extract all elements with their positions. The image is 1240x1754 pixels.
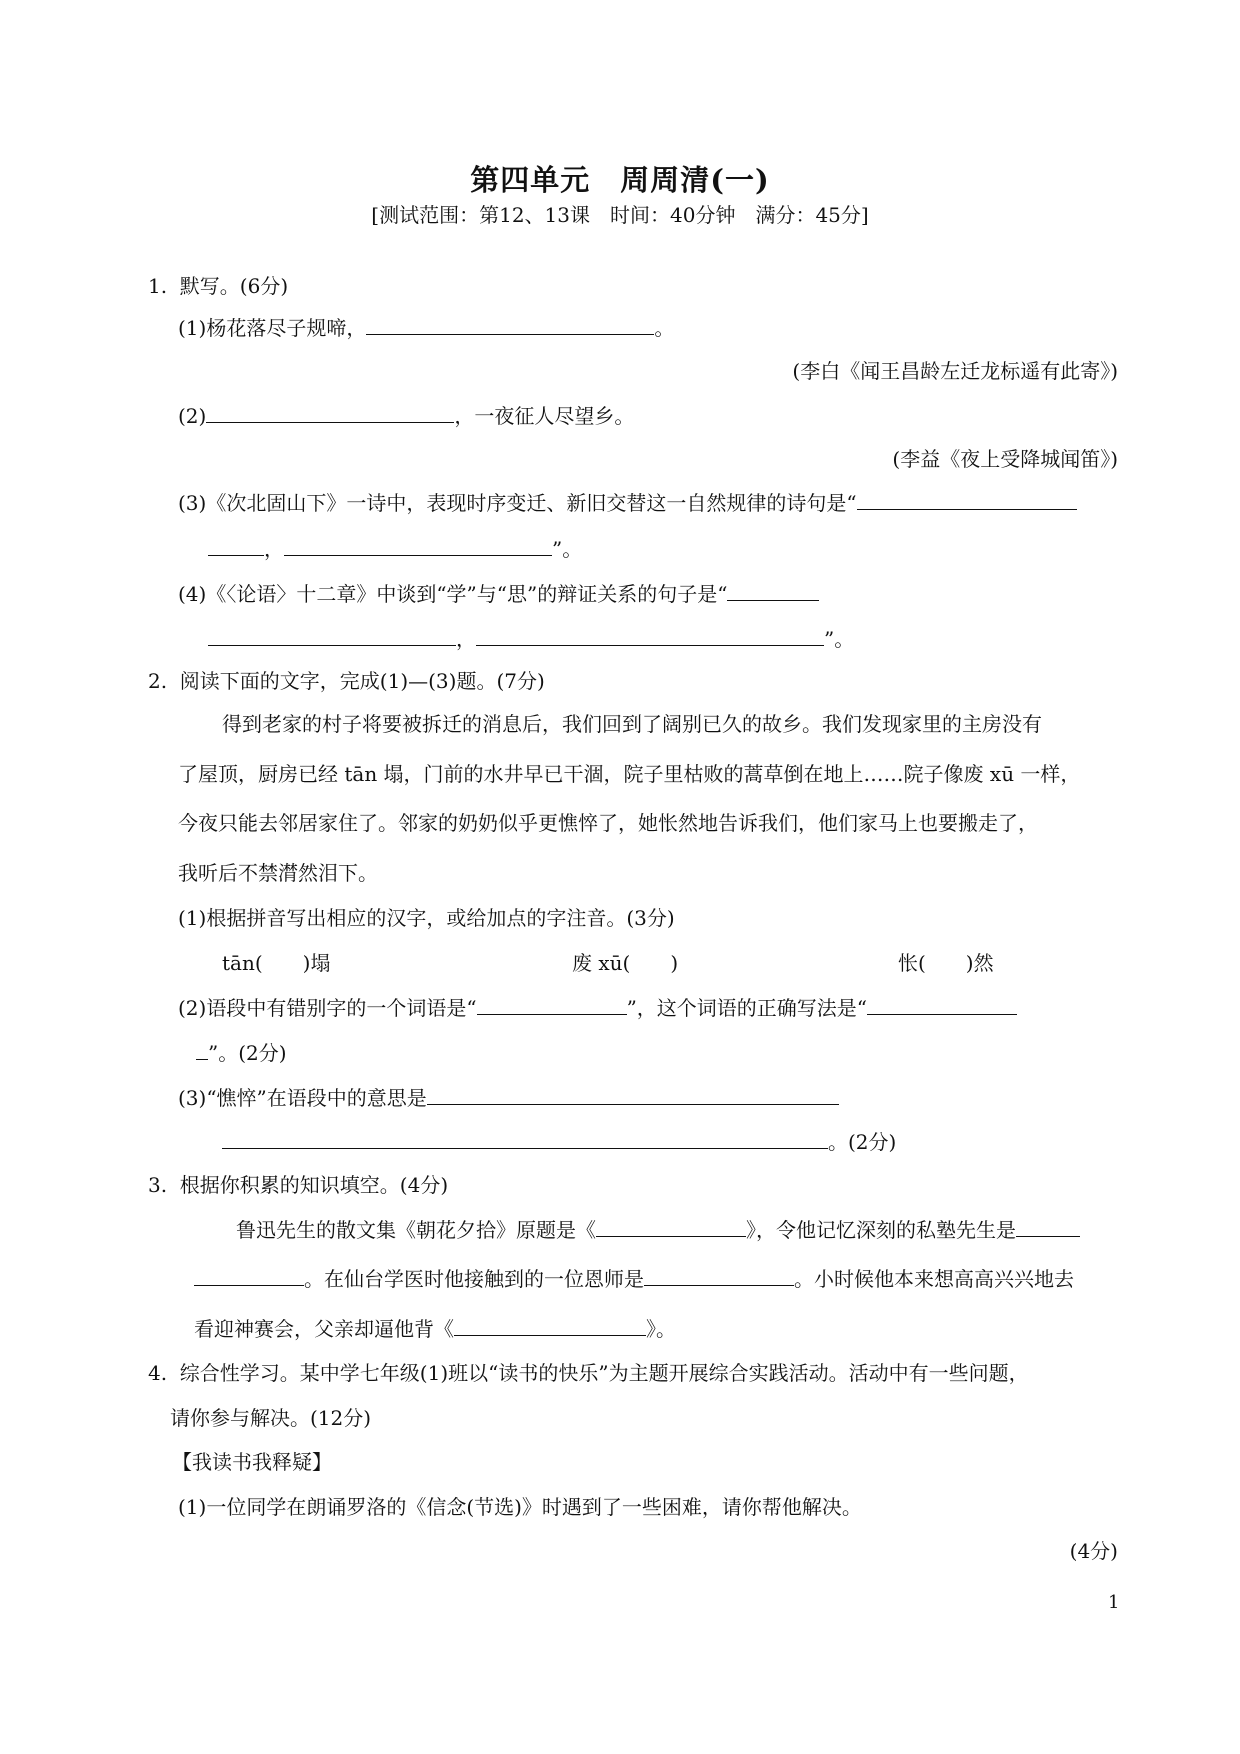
q2-s3-blank-a[interactable] <box>427 1086 839 1105</box>
q1-p3-blank-1a[interactable] <box>857 491 1077 510</box>
q1-p4-blank-2[interactable] <box>476 627 824 646</box>
q1-p1-text: (1)杨花落尽子规啼， <box>178 316 367 340</box>
q1-p3-end: ”。 <box>552 537 583 561</box>
q2-passage-line: 我听后不禁潸然泪下。 <box>178 861 378 885</box>
q3-line2 <box>194 1266 1074 1292</box>
q1-p2-end: ，一夜征人尽望乡。 <box>454 404 635 428</box>
q1-p1-end: 。 <box>654 316 675 340</box>
q1-p4-blank-1a[interactable] <box>727 582 819 601</box>
q1-p3-blank-1b[interactable] <box>208 537 264 556</box>
q2-passage-line: 了屋顶，厨房已经 tān 塌，门前的水井早已干涸，院子里枯败的蒿草倒在地上……院子像废 xū 一样， <box>178 762 1081 786</box>
q2-s1-prompt: (1)根据拼音写出相应的汉字，或给加点的字注音。(3分) <box>178 906 675 930</box>
q1-p1-blank[interactable] <box>366 316 654 335</box>
q2-stem: 2. 阅读下面的文字，完成(1)—(3)题。(7分) <box>148 669 545 693</box>
q2-s2-blank-2a[interactable] <box>867 996 1017 1015</box>
page-title: 第四单元 周周清(一) <box>470 163 770 197</box>
q1-p4-text: (4)《〈论语〉十二章》中谈到“学”与“思”的辩证关系的句子是“ <box>178 582 728 606</box>
q3-blank-teacher-b[interactable] <box>194 1267 304 1286</box>
q2-s1-item-xu: 废 xū( ) <box>572 951 679 975</box>
q4-stem-line1: 4. 综合性学习。某中学七年级(1)班以“读书的快乐”为主题开展综合实践活动。活动中有一些问题， <box>148 1361 1029 1385</box>
q2-s2-text: (2)语段中有错别字的一个词语是“ <box>178 996 477 1020</box>
q2-s2-end: ”。(2分) <box>208 1041 287 1065</box>
q1-p1-source: (李白《闻王昌龄左迁龙标遥有此寄》) <box>792 359 1118 383</box>
q1-stem: 1. 默写。(6分) <box>148 274 289 298</box>
q3-line2-text: 。在仙台学医时他接触到的一位恩师是 <box>304 1267 644 1291</box>
q1-p3-line1 <box>178 490 1077 516</box>
q3-line1-mid: 》，令他记忆深刻的私塾先生是 <box>746 1218 1016 1242</box>
q2-s2-mid: ”，这个词语的正确写法是“ <box>626 996 868 1020</box>
page-number: 1 <box>1108 1592 1120 1613</box>
q3-line3-text: 看迎神赛会，父亲却逼他背《 <box>194 1317 454 1341</box>
q1-p4-comma: ， <box>456 627 476 651</box>
q2-s1-item-chang: 怅( )然 <box>898 951 994 975</box>
q1-p3-text: (3)《次北固山下》一诗中，表现时序变迁、新旧交替这一自然规律的诗句是“ <box>178 491 857 515</box>
page-subtitle: [测试范围：第12、13课 时间：40分钟 满分：45分] <box>371 203 869 227</box>
q3-line1-text: 鲁迅先生的散文集《朝花夕拾》原题是《 <box>236 1218 596 1242</box>
q1-p4-line2 <box>208 626 854 652</box>
q2-s3-line2 <box>222 1129 896 1155</box>
q2-s3-line1 <box>178 1085 839 1111</box>
q3-blank-mentor[interactable] <box>644 1267 794 1286</box>
q2-s2-line2 <box>196 1040 287 1066</box>
q4-s1-score: (4分) <box>1069 1539 1118 1563</box>
q2-passage-line: 今夜只能去邻居家住了。邻家的奶奶似乎更憔悴了，她怅然地告诉我们，他们家马上也要搬走了， <box>178 811 1038 835</box>
q1-p3-line2 <box>208 536 582 562</box>
q3-line1 <box>236 1217 1080 1243</box>
q1-p4-line1 <box>178 581 819 607</box>
q1-p3-comma: ， <box>264 537 284 561</box>
q4-stem-line2: 请你参与解决。(12分) <box>170 1406 372 1430</box>
q2-s1-item-tan: tān( )塌 <box>222 951 331 975</box>
q3-blank-book[interactable] <box>454 1317 646 1336</box>
q4-section-heading: 【我读书我释疑】 <box>172 1450 332 1474</box>
q1-p2-blank[interactable] <box>206 404 454 423</box>
q1-p4-end: ”。 <box>824 627 855 651</box>
q3-blank-teacher-a[interactable] <box>1016 1218 1080 1237</box>
q4-s1-prompt: (1)一位同学在朗诵罗洛的《信念(节选)》时遇到了一些困难，请你帮他解决。 <box>178 1495 862 1519</box>
q3-line3 <box>194 1316 676 1342</box>
q2-s3-blank-b[interactable] <box>222 1130 828 1149</box>
q3-line2-end: 。小时候他本来想高高兴兴地去 <box>794 1267 1074 1291</box>
q1-p3-blank-2[interactable] <box>284 537 552 556</box>
q3-line3-end: 》。 <box>646 1317 676 1341</box>
q2-s2-line1 <box>178 995 1017 1021</box>
q1-p1 <box>178 315 674 341</box>
q2-s2-blank-1[interactable] <box>477 996 627 1015</box>
q1-p4-blank-1b[interactable] <box>208 627 456 646</box>
q3-stem: 3. 根据你积累的知识填空。(4分) <box>148 1173 449 1197</box>
q2-s2-blank-2b[interactable] <box>196 1041 208 1060</box>
q2-passage-line: 得到老家的村子将要被拆迁的消息后，我们回到了阔别已久的故乡。我们发现家里的主房没有 <box>222 712 1042 736</box>
q3-blank-original-title[interactable] <box>596 1218 746 1237</box>
q1-p2 <box>178 403 634 429</box>
q2-s3-end: 。(2分) <box>828 1130 897 1154</box>
q1-p2-text: (2) <box>178 404 207 428</box>
q1-p2-source: (李益《夜上受降城闻笛》) <box>892 447 1118 471</box>
q2-s3-text: (3)“憔悴”在语段中的意思是 <box>178 1086 427 1110</box>
